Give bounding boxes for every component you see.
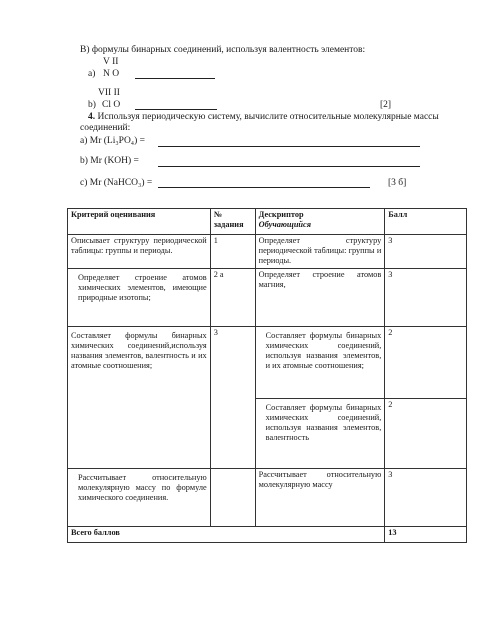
section-b-score: [2] (380, 100, 392, 110)
question-number: 4. (88, 112, 96, 122)
total-label: Всего баллов (68, 526, 385, 542)
answer-line-mr-c[interactable] (158, 187, 370, 188)
task-cell: 1 (210, 235, 255, 269)
total-value: 13 (385, 526, 467, 542)
header-criterion: Критерий оценивания (68, 209, 211, 235)
assessment-table (67, 208, 467, 543)
table-header-row (68, 209, 467, 235)
table-row (68, 268, 467, 326)
item-b-formula: Cl O (102, 100, 121, 110)
item-a-formula: N O (103, 69, 120, 79)
task-cell (210, 468, 255, 526)
descriptor-cell: Рассчитывает относительную молекулярную массу (255, 468, 385, 526)
criterion-cell: Описывает структуру периодической таблицы: группы и периоды. (68, 235, 211, 269)
points-cell: 2 (385, 326, 467, 398)
question4-score: [3 б] (388, 178, 407, 188)
points-cell: 3 (385, 268, 467, 326)
descriptor-cell: Составляет формулы бинарных химических соединений, используя названия элементов, и их атомные соотношения; (255, 326, 385, 398)
valence-a: V II (103, 57, 119, 67)
points-cell: 3 (385, 235, 467, 269)
header-points: Балл (385, 209, 467, 235)
answer-line-mr-a[interactable] (158, 146, 420, 147)
task-cell: 2 а (210, 268, 255, 326)
item-a-label: a) (88, 69, 96, 79)
answer-line-mr-b[interactable] (158, 166, 420, 167)
points-cell: 3 (385, 468, 467, 526)
answer-line-b[interactable] (135, 109, 217, 110)
criterion-cell: Рассчитывает относительную молекулярную массу по формуле химического соединения. (68, 468, 211, 526)
header-descriptor (255, 209, 385, 235)
points-cell: 2 (385, 398, 467, 468)
answer-line-a[interactable] (135, 78, 215, 79)
descriptor-cell: Составляет формулы бинарных химических соединений, используя названия элементов, валентность (255, 398, 385, 468)
descriptor-cell: Определяет структуру периодической таблицы: группы и периоды. (255, 235, 385, 269)
criterion-cell: Определяет строение атомов химических элементов, имеющие природные изотопы; (68, 268, 211, 326)
criterion-cell: Составляет формулы бинарных химических соединений,используя названия элементов, валентность и их атомные соотношения; (68, 326, 211, 468)
table-row (68, 326, 467, 398)
table-row (68, 468, 467, 526)
header-task-no (210, 209, 255, 235)
question4-text: Используя периодическую систему, вычислите относительные молекулярные массы (97, 112, 439, 122)
header-descriptor-title: Дескриптор (258, 210, 304, 219)
item-b-label: b) (88, 100, 96, 110)
mr-li3po4-label: a) Mr (Li₃PO₄) = (80, 136, 146, 146)
mr-nahco3-label: c) Mr (NaHCO₃) = (80, 178, 153, 188)
section-b-title: B) формулы бинарных соединений, используя валентность элементов: (80, 45, 366, 55)
question4-text-cont: соединений: (80, 123, 131, 133)
valence-b: VII II (98, 88, 120, 98)
header-task-no-word: задания (213, 220, 244, 230)
table-row (68, 235, 467, 269)
header-descriptor-sub: Обучающийся (258, 220, 312, 230)
header-task-no-symbol: № (213, 210, 223, 219)
total-row (68, 526, 467, 542)
mr-koh-label: b) Mr (KOH) = (80, 156, 139, 166)
task-cell: 3 (210, 326, 255, 468)
descriptor-cell: Определяет строение атомов магния, (255, 268, 385, 326)
